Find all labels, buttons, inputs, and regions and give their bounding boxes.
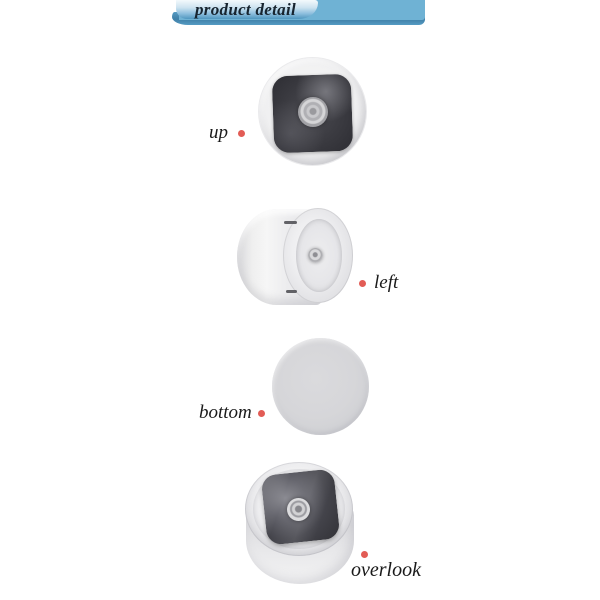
bottom-gray-disc: [272, 338, 369, 435]
clear-cap-top-face: [259, 58, 366, 165]
rim-slot-mark-top: [284, 221, 297, 224]
view-label-up: [209, 122, 245, 144]
callout-dot-icon: [238, 130, 245, 137]
label-text-overlook: overlook: [351, 559, 421, 581]
header-banner: [172, 0, 425, 25]
label-text-left: left: [374, 272, 399, 293]
product-photo-overlook: [243, 461, 355, 586]
view-label-bottom: [199, 402, 265, 424]
product-photo-bottom: [272, 338, 369, 435]
metal-center-button: [287, 498, 310, 521]
callout-dot-icon: [258, 410, 265, 417]
label-text-bottom: bottom: [199, 402, 252, 423]
view-label-left: [359, 272, 398, 294]
metal-center-screw: [308, 248, 323, 263]
metal-center-button: [298, 97, 328, 127]
callout-dot-icon: [361, 551, 368, 558]
callout-dot-icon: [359, 280, 366, 287]
product-photo-up: [259, 58, 366, 165]
rim-slot-mark-bottom: [286, 290, 297, 293]
view-label-overlook: [351, 559, 421, 582]
product-photo-left: [237, 206, 354, 306]
page-title: product detail: [195, 0, 297, 19]
label-text-up: up: [209, 122, 228, 143]
